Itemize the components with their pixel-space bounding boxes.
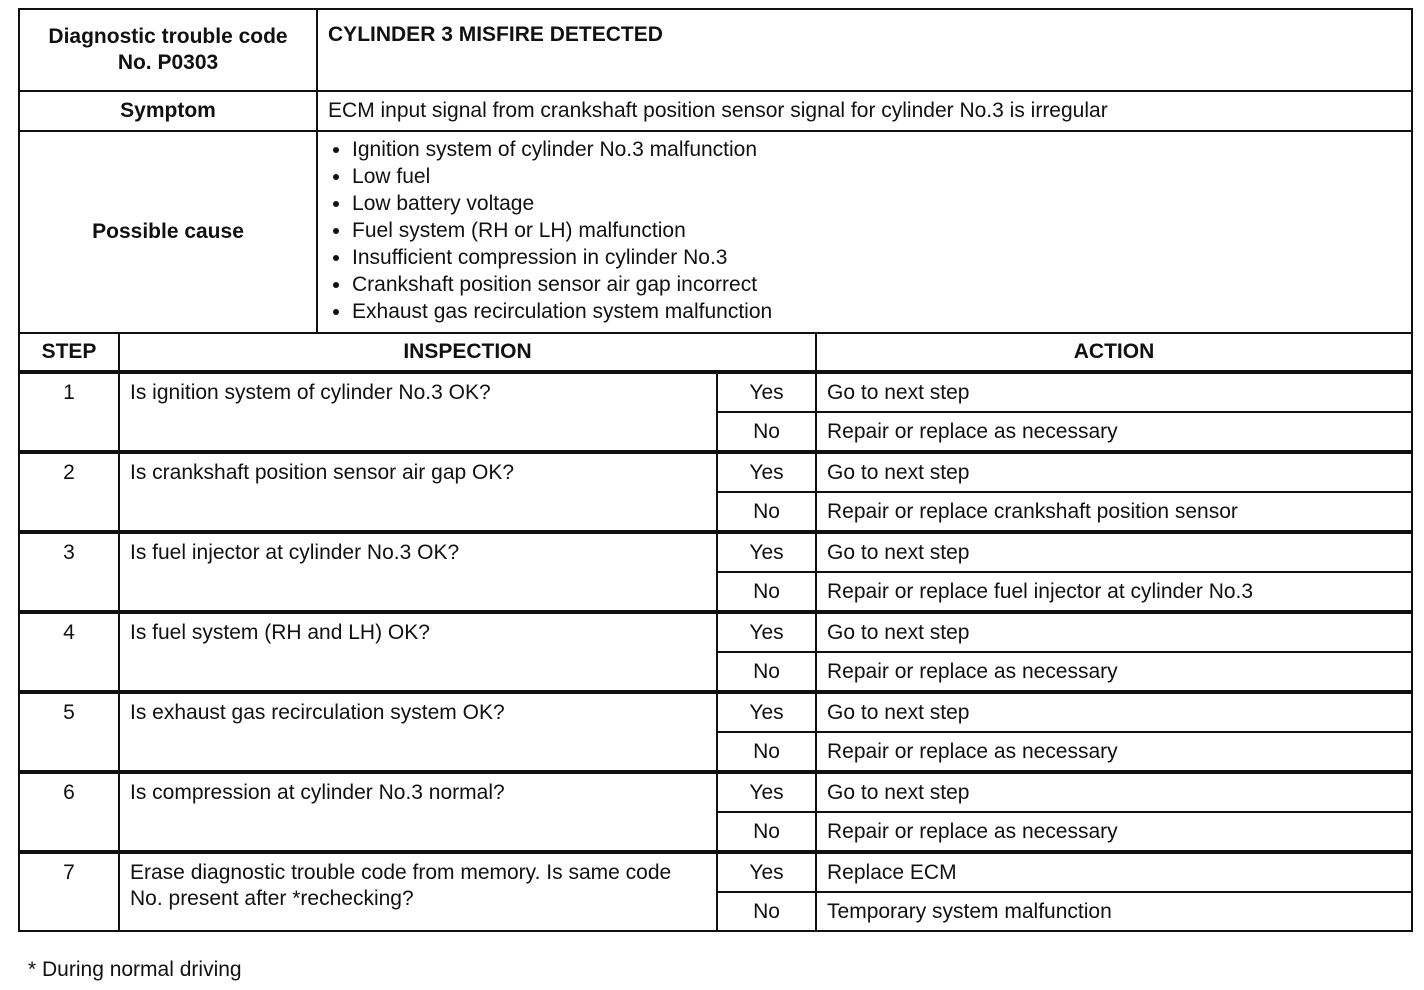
cause-item: • Ignition system of cylinder No.3 malfunction: [352, 136, 1401, 163]
no-label: No: [717, 812, 816, 852]
step-inspection: Is exhaust gas recirculation system OK?: [119, 692, 717, 772]
no-action: Repair or replace fuel injector at cylinder No.3: [816, 572, 1412, 612]
cause-item: • Exhaust gas recirculation system malfunction: [352, 298, 1401, 325]
step-inspection: Is fuel system (RH and LH) OK?: [119, 612, 717, 692]
step-inspection: Is compression at cylinder No.3 normal?: [119, 772, 717, 852]
cause-item: • Low fuel: [352, 163, 1401, 190]
no-action: Repair or replace as necessary: [816, 812, 1412, 852]
yes-action: Go to next step: [816, 532, 1412, 572]
no-action: Repair or replace as necessary: [816, 412, 1412, 452]
no-label: No: [717, 492, 816, 532]
cause-list-cell: [317, 131, 1412, 333]
yes-label: Yes: [717, 772, 816, 812]
step-inspection: Erase diagnostic trouble code from memory. Is same code No. present after *rechecking?: [119, 852, 717, 931]
step-inspection: Is crankshaft position sensor air gap OK?: [119, 452, 717, 532]
symptom-label: Symptom: [19, 91, 317, 131]
diagnostic-table: [18, 8, 1413, 932]
yes-label: Yes: [717, 532, 816, 572]
step-inspection: Is fuel injector at cylinder No.3 OK?: [119, 532, 717, 612]
no-label: No: [717, 892, 816, 931]
no-action: Temporary system malfunction: [816, 892, 1412, 931]
yes-action: Go to next step: [816, 692, 1412, 732]
dtc-title: CYLINDER 3 MISFIRE DETECTED: [317, 9, 1412, 91]
yes-action: Go to next step: [816, 772, 1412, 812]
step-number: 6: [19, 772, 119, 852]
yes-label: Yes: [717, 692, 816, 732]
yes-action: Go to next step: [816, 452, 1412, 492]
yes-action: Replace ECM: [816, 852, 1412, 892]
table-row: [19, 612, 1412, 652]
dtc-label: Diagnostic trouble code No. P0303: [19, 9, 317, 91]
symptom-text: ECM input signal from crankshaft position sensor signal for cylinder No.3 is irregular: [317, 91, 1412, 131]
yes-action: Go to next step: [816, 372, 1412, 412]
table-row: [19, 452, 1412, 492]
cause-item: • Insufficient compression in cylinder No.3: [352, 244, 1401, 271]
header-step: STEP: [19, 333, 119, 372]
yes-label: Yes: [717, 372, 816, 412]
yes-action: Go to next step: [816, 612, 1412, 652]
table-row: [19, 692, 1412, 732]
yes-label: Yes: [717, 452, 816, 492]
table-row: [19, 852, 1412, 892]
header-inspection: INSPECTION: [119, 333, 816, 372]
table-row: [19, 372, 1412, 412]
step-number: 5: [19, 692, 119, 772]
cause-item: • Fuel system (RH or LH) malfunction: [352, 217, 1401, 244]
cause-item: • Low battery voltage: [352, 190, 1401, 217]
step-number: 2: [19, 452, 119, 532]
header-action: ACTION: [816, 333, 1412, 372]
yes-label: Yes: [717, 612, 816, 652]
no-label: No: [717, 652, 816, 692]
step-number: 1: [19, 372, 119, 452]
no-action: Repair or replace as necessary: [816, 732, 1412, 772]
no-action: Repair or replace as necessary: [816, 652, 1412, 692]
no-label: No: [717, 412, 816, 452]
cause-item: • Crankshaft position sensor air gap incorrect: [352, 271, 1401, 298]
table-row: [19, 772, 1412, 812]
step-number: 3: [19, 532, 119, 612]
no-label: No: [717, 732, 816, 772]
step-number: 7: [19, 852, 119, 931]
yes-label: Yes: [717, 852, 816, 892]
no-action: Repair or replace crankshaft position sensor: [816, 492, 1412, 532]
cause-list: [328, 136, 1401, 325]
step-inspection: Is ignition system of cylinder No.3 OK?: [119, 372, 717, 452]
table-row: [19, 532, 1412, 572]
step-number: 4: [19, 612, 119, 692]
no-label: No: [717, 572, 816, 612]
footnote: * During normal driving: [28, 958, 242, 981]
cause-label: Possible cause: [19, 131, 317, 333]
